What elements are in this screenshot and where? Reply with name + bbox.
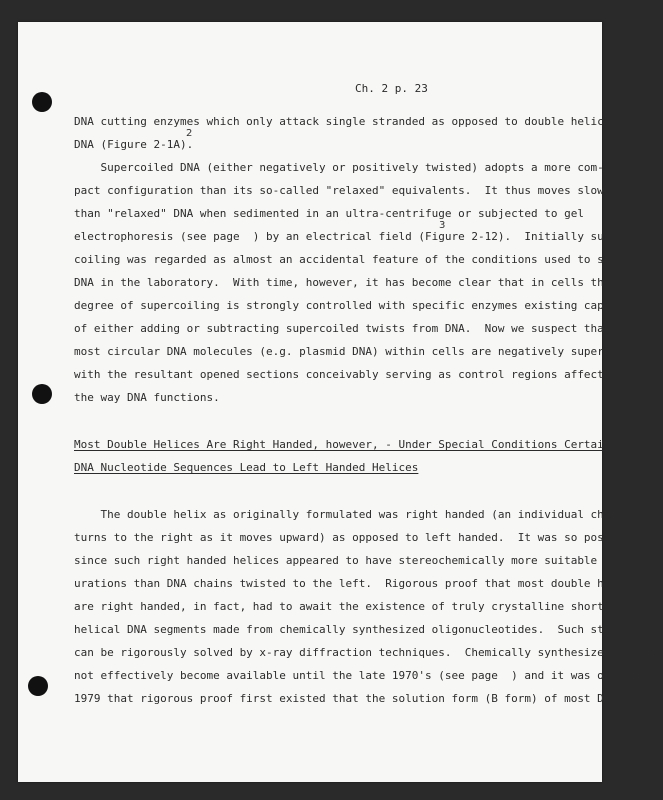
handwritten-correction-3: 3 — [439, 220, 446, 231]
paragraph-3-line: 1979 that rigorous proof first existed that the solution form (B form) of most DNA — [74, 692, 618, 705]
paragraph-1-line: DNA (Figure 2-1A). — [74, 138, 194, 151]
document-page — [18, 22, 663, 782]
handwritten-correction-2: 2 — [186, 128, 193, 139]
paragraph-3-line: helical DNA segments made from chemically synthesized oligonucleotides. Such structures — [74, 623, 657, 636]
binder-hole-bottom — [28, 676, 48, 696]
paragraph-3-line: The double helix as originally formulated was right handed (an individual chain — [74, 508, 624, 521]
binder-hole-top — [32, 92, 52, 112]
paragraph-2-line: of either adding or subtracting supercoiled twists from DNA. Now we suspect that — [74, 322, 611, 335]
paragraph-2-line: DNA in the laboratory. With time, however, it has become clear that in cells the — [74, 276, 611, 289]
paragraph-2-line: pact configuration than its so-called "relaxed" equivalents. It thus moves slower — [74, 184, 618, 197]
paragraph-3-line: not effectively become available until the late 1970's (see page ) and it was only in — [74, 669, 644, 682]
paragraph-3-line: since such right handed helices appeared to have stereochemically more suitable config- — [74, 554, 651, 567]
binder-hole-middle — [32, 384, 52, 404]
paragraph-2-line: than "relaxed" DNA when sedimented in an ultra-centrifuge or subjected to gel — [74, 207, 584, 220]
paragraph-2-line: coiling was regarded as almost an accidental feature of the conditions used to study — [74, 253, 631, 266]
paragraph-2-line: Supercoiled DNA (either negatively or positively twisted) adopts a more com- — [74, 161, 604, 174]
paragraph-2-line: most circular DNA molecules (e.g. plasmid DNA) within cells are negatively supercoiled — [74, 345, 644, 358]
page-reference: Ch. 2 p. 23 — [355, 82, 428, 95]
section-heading-line: DNA Nucleotide Sequences Lead to Left Handed Helices — [74, 461, 419, 474]
paragraph-1-line: DNA cutting enzymes which only attack single stranded as opposed to double helical — [74, 115, 618, 128]
paragraph-2-line: the way DNA functions. — [74, 391, 220, 404]
paragraph-3-line: are right handed, in fact, had to await the existence of truly crystalline short double — [74, 600, 651, 613]
section-heading-line: Most Double Helices Are Right Handed, however, - Under Special Conditions Certain — [74, 438, 611, 451]
paragraph-3-line: can be rigorously solved by x-ray diffraction techniques. Chemically synthesized DNA did — [74, 646, 663, 659]
paragraph-2-line: electrophoresis (see page ) by an electrical field (Figure 2-12). Initially super- — [74, 230, 631, 243]
paragraph-2-line: with the resultant opened sections conceivably serving as control regions affecting — [74, 368, 624, 381]
paragraph-3-line: turns to the right as it moves upward) as opposed to left handed. It was so postulated — [74, 531, 651, 544]
paragraph-2-line: degree of supercoiling is strongly controlled with specific enzymes existing capable — [74, 299, 631, 312]
paragraph-3-line: urations than DNA chains twisted to the left. Rigorous proof that most double helices — [74, 577, 644, 590]
